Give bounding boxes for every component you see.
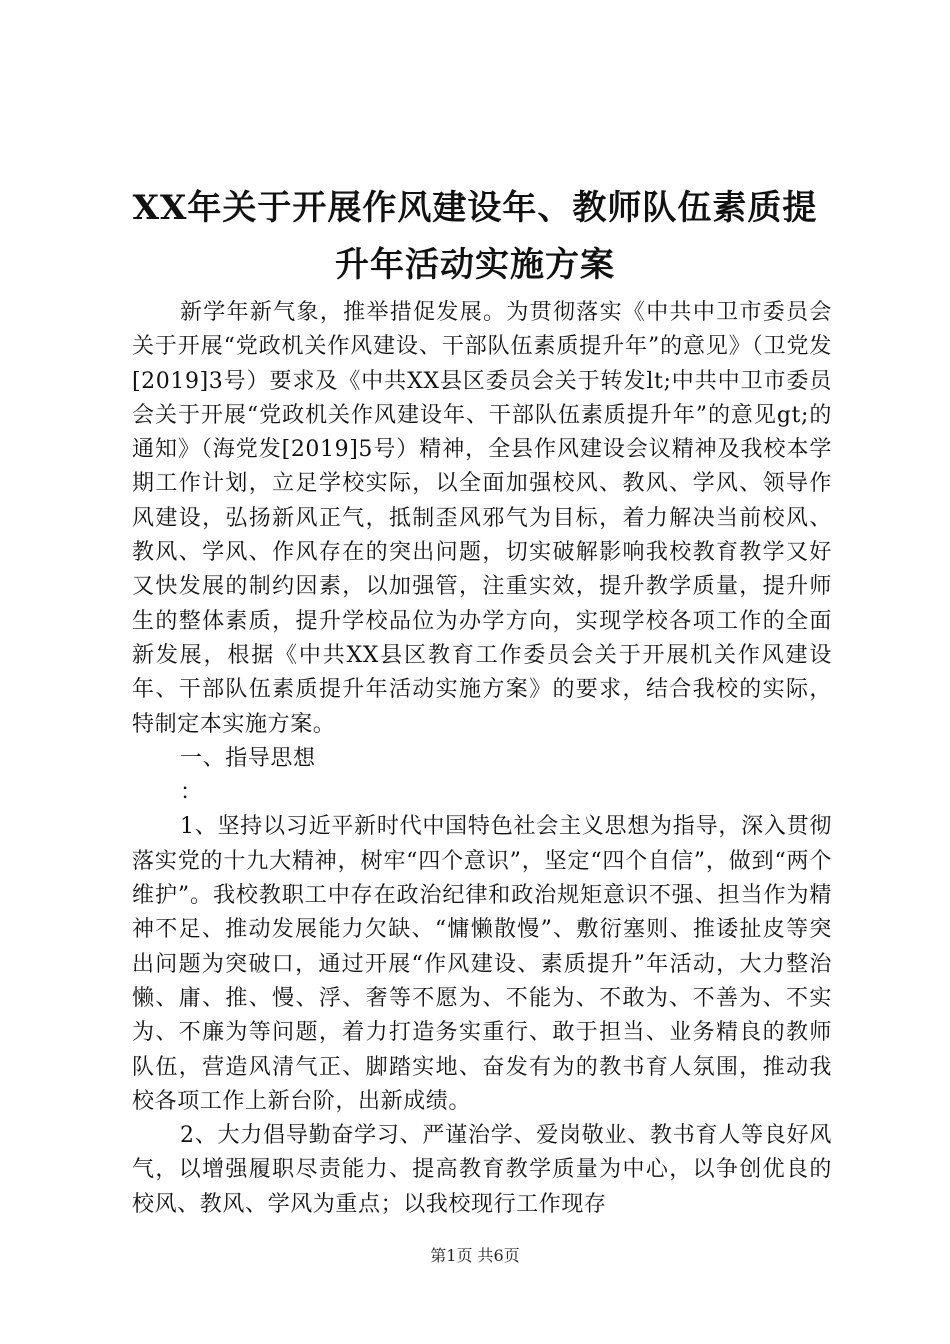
paragraph-item-1: 1、坚持以习近平新时代中国特色社会主义思想为指导，深入贯彻落实党的十九大精神，树牢“四个意识”，坚定“四个自信”，做到“两个维护”。我校教职工中存在政治纪律和政治规矩意识不强、担当作为精神不足、推动发展能力欠缺、“慵懒散慢”、敷衍塞则、推诿扯皮等突出问题为突破口，通过开展“作风建设、素质提升”年活动，大力整治懒、庸、推、慢、浮、奢等不愿为、不能为、不敢为、不善为、不实为、不廉为等问题，着力打造务实重行、敢于担当、业务精良的教师队伍，营造风清气正、脚踏实地、奋发有为的教书育人氛围，推动我校各项工作上新台阶，出新成绩。 [132,814,832,1114]
document-title-line-1: XX年关于开展作风建设年、教师队伍素质提 [132,188,818,228]
document-body [132,296,832,1222]
colon-line: ： [180,780,203,806]
paragraph-item-2: 2、大力倡导勤奋学习、严谨治学、爱岗敬业、教书育人等良好风气，以增强履职尽责能力、提高教育教学质量为中心，以争创优良的校风、教风、学风为重点；以我校现行工作现存 [132,1123,832,1217]
document-title-line-2: 升年活动实施方案 [335,245,615,285]
page-number-footer: 第1页 共6页 [430,1246,520,1265]
intro-paragraph: 新学年新气象，推举措促发展。为贯彻落实《中共中卫市委员会关于开展“党政机关作风建设、干部队伍素质提升年”的意见》（卫党发[2019]3号）要求及《中共XX县区委员会关于转发lt;中共中卫市委员会关于开展“党政机关作风建设年、干部队伍素质提升年”的意见gt;的通知》（海党发[2019]5号）精神，全县作风建设会议精神及我校本学期工作计划，立足学校实际，以全面加强校风、教风、学风、领导作风建设，弘扬新风正气，抵制歪风邪气为目标，着力解决当前校风、教风、学风、作风存在的突出问题，切实破解影响我校教育教学又好又快发展的制约因素，以加强管，注重实效，提升教学质量，提升师生的整体素质，提升学校品位为办学方向，实现学校各项工作的全面新发展，根据《中共XX县区教育工作委员会关于开展机关作风建设年、干部队伍素质提升年活动实施方案》的要求，结合我校的实际，特制定本实施方案。 [132,300,832,737]
section-heading-guiding-thought: 一、指导思想 [180,745,316,771]
